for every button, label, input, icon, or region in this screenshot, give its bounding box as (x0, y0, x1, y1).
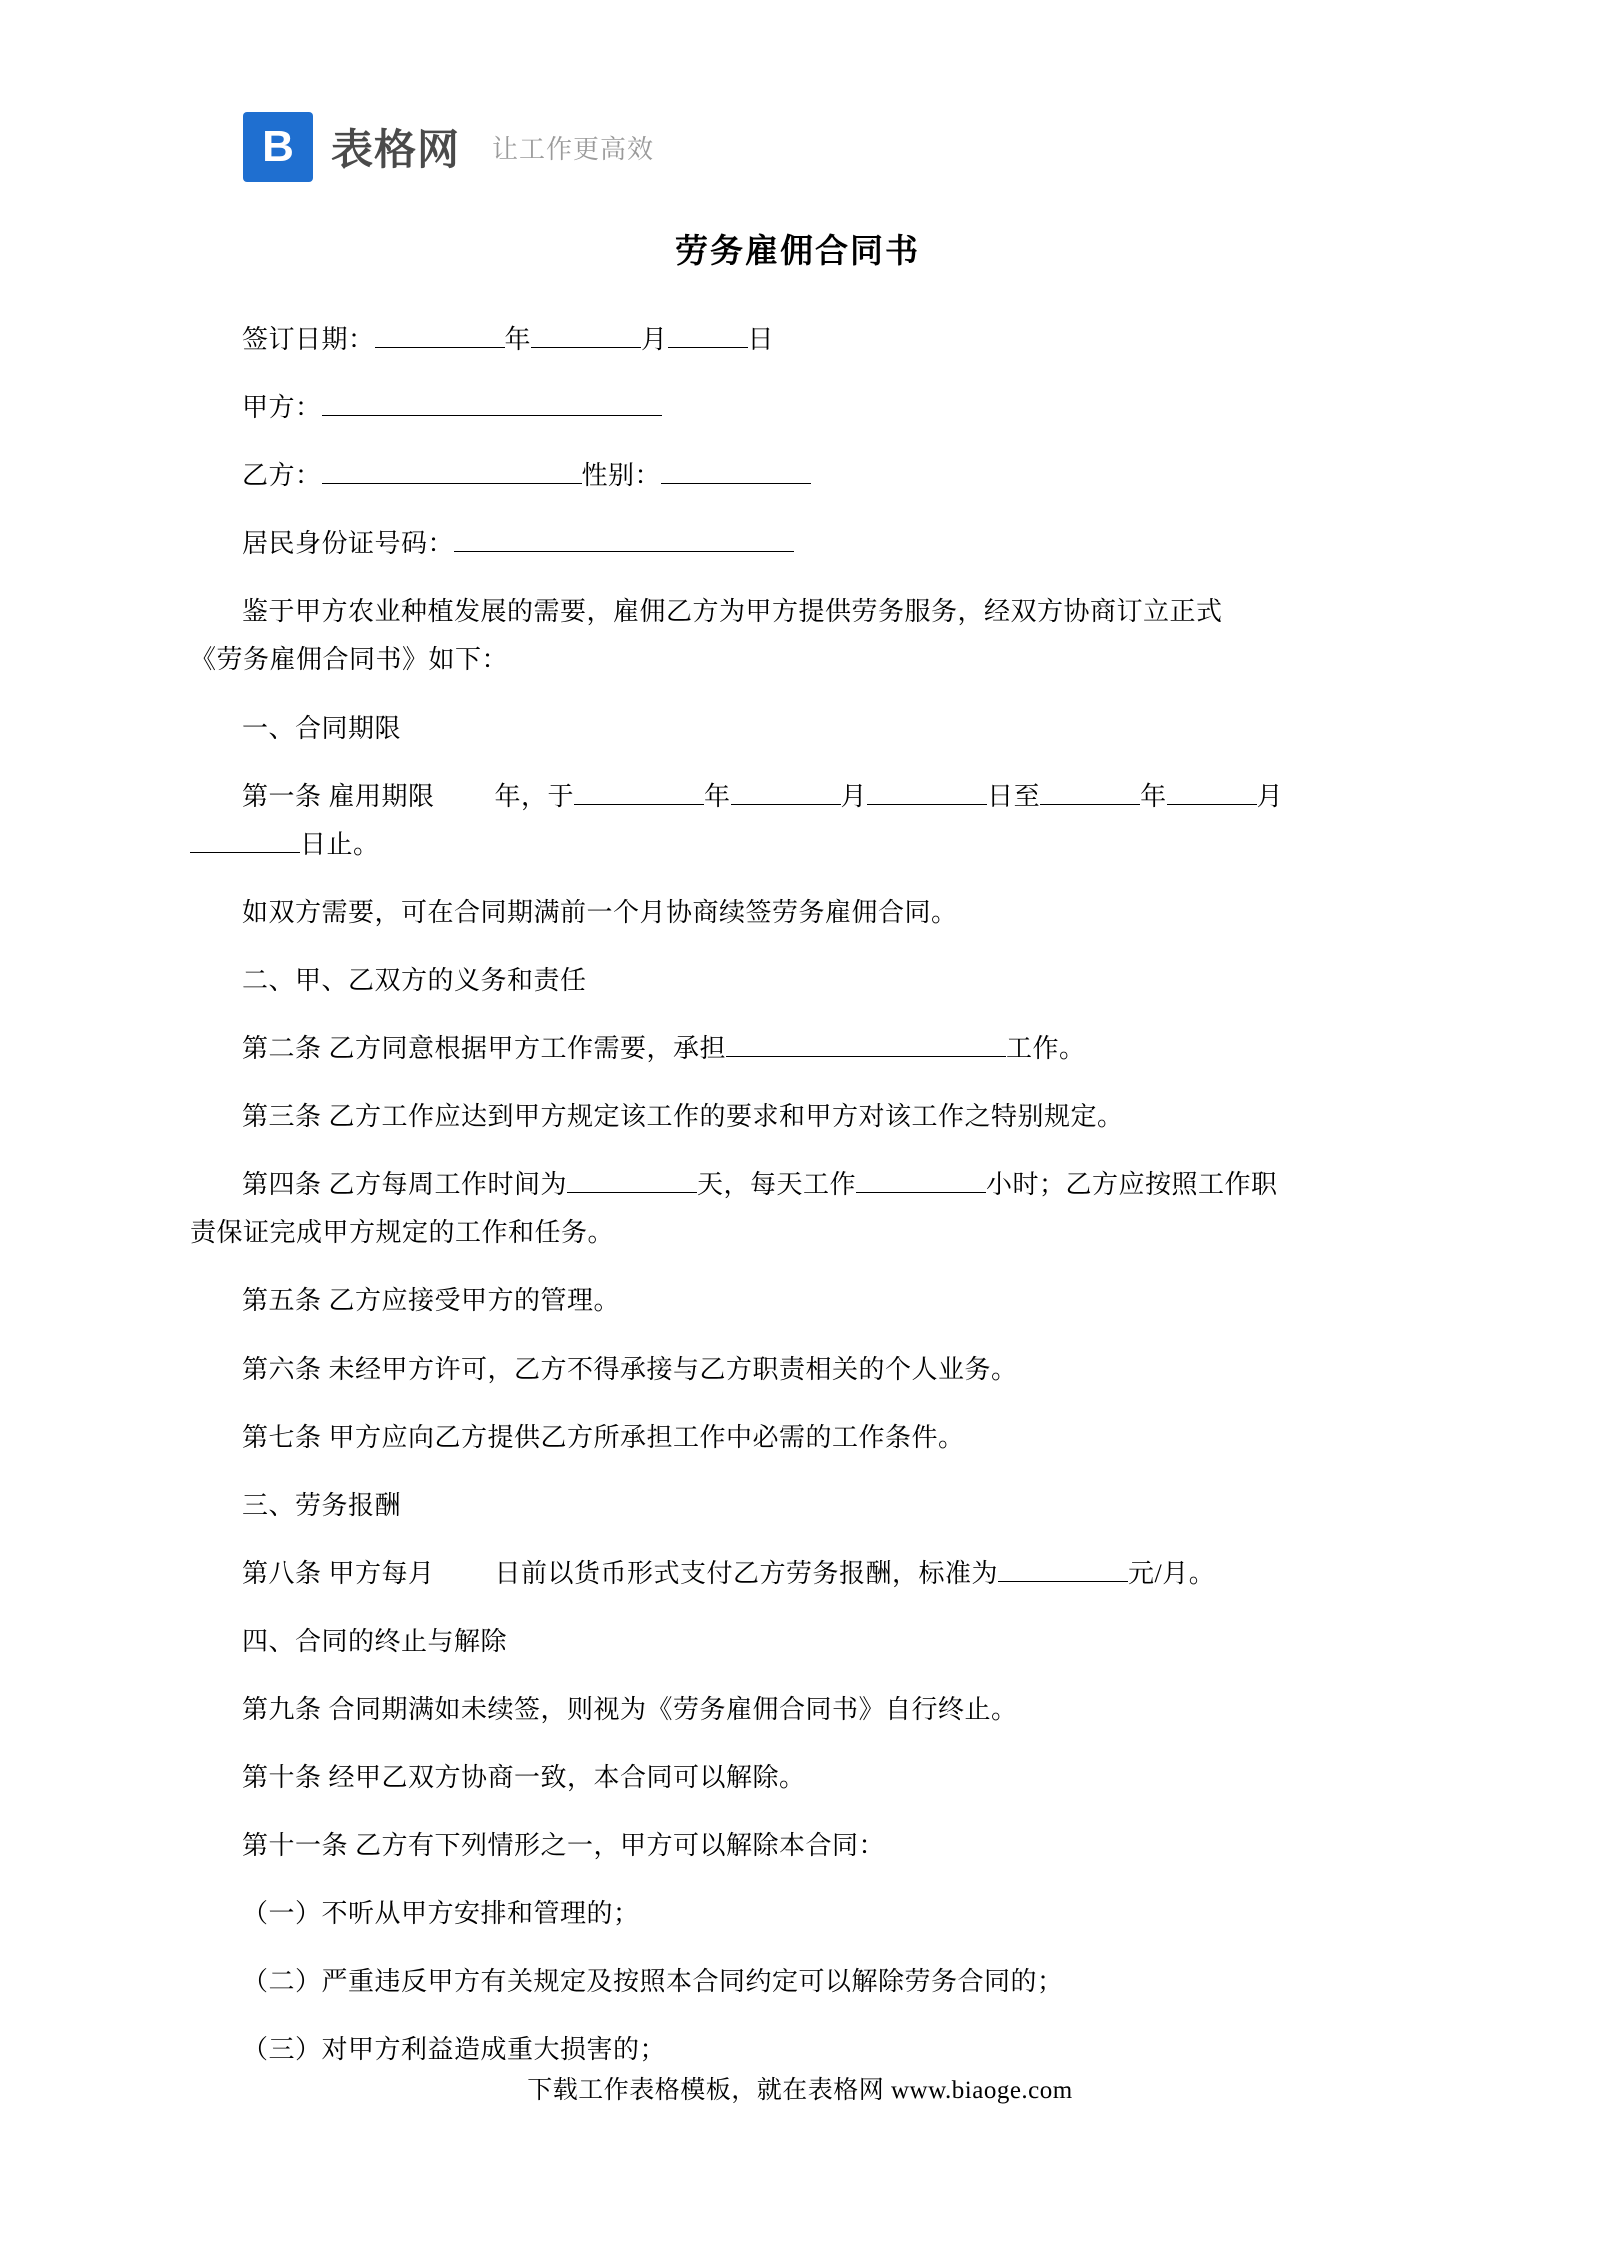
list-item: （二）严重违反甲方有关规定及按照本合同约定可以解除劳务合同的； (242, 1967, 1064, 1997)
article-1-prefix: 第一条 雇用期限 (242, 781, 435, 811)
article-1-mid-6: 月 (1256, 781, 1284, 811)
article-9-line: 第九条 合同期满如未续签，则视为《劳务雇佣合同书》自行终止。 (242, 1694, 1018, 1724)
party-a-label: 甲方： (242, 393, 322, 423)
article-8-prefix: 第八条 甲方每月 (242, 1558, 435, 1588)
section-4-heading: 四、合同的终止与解除 (242, 1626, 508, 1656)
section-3-heading: 三、劳务报酬 (242, 1490, 402, 1520)
article-1-end: 日止。 (300, 829, 380, 859)
brand-logo-glyph: B (262, 122, 294, 171)
gender-label: 性别： (581, 461, 662, 491)
brand-name: 表格网 (331, 126, 461, 173)
article-4-prefix: 第四条 乙方每周工作时间为 (242, 1170, 568, 1200)
gender-blank[interactable] (661, 456, 811, 484)
sign-date-month-blank[interactable] (531, 320, 641, 348)
preamble-paragraph (190, 588, 1405, 684)
renewal-note: 如双方需要，可在合同期满前一个月协商续签劳务雇佣合同。 (242, 897, 958, 927)
sign-date-line (190, 316, 1405, 364)
article-5-line: 第五条 乙方应接受甲方的管理。 (242, 1286, 621, 1316)
contract-body (190, 225, 1405, 2095)
article-4-end: 责保证完成甲方规定的工作和任务。 (190, 1218, 615, 1248)
article-8-mid: 日前以货币形式支付乙方劳务报酬，标准为 (494, 1558, 999, 1588)
section-1-heading: 一、合同期限 (242, 713, 402, 743)
list-item: （三）对甲方利益造成重大损害的； (242, 2035, 667, 2065)
article-1-end-day-blank[interactable] (190, 824, 300, 852)
id-number-label: 居民身份证号码： (242, 529, 455, 559)
article-4-mid-2: 小时；乙方应按照工作职 (986, 1170, 1278, 1200)
brand-slogan: 让工作更高效 (492, 133, 655, 164)
day-unit: 日 (747, 325, 775, 354)
site-branding (243, 112, 654, 182)
year-unit: 年 (504, 325, 532, 354)
month-unit: 月 (641, 325, 668, 354)
party-a-line (190, 384, 1405, 432)
article-1-mid-1: 年，于 (494, 781, 575, 811)
article-4-days-blank[interactable] (567, 1165, 697, 1193)
article-3-line: 第三条 乙方工作应达到甲方规定该工作的要求和甲方对该工作之特别规定。 (242, 1102, 1124, 1132)
article-1-end-month-blank[interactable] (1167, 776, 1257, 804)
article-7-line: 第七条 甲方应向乙方提供乙方所承担工作中必需的工作条件。 (242, 1422, 965, 1452)
article-1-start-day-blank[interactable] (867, 776, 987, 804)
article-2-line (190, 1025, 1405, 1073)
article-11-line: 第十一条 乙方有下列情形之一，甲方可以解除本合同： (242, 1831, 886, 1861)
article-8-amount-blank[interactable] (998, 1553, 1128, 1581)
article-4-mid-1: 天，每天工作 (697, 1170, 857, 1200)
sign-date-day-blank[interactable] (668, 320, 748, 348)
article-1-start-year-blank[interactable] (574, 776, 704, 804)
article-8-suffix: 元/月。 (1128, 1558, 1216, 1588)
article-1-mid-4: 日至 (987, 781, 1041, 811)
page-footer: 下载工作表格模板，就在表格网 www.biaoge.com (527, 2077, 1073, 2104)
preamble-line-1: 鉴于甲方农业种植发展的需要，雇佣乙方为甲方提供劳务服务，经双方协商订立正式 (242, 597, 1223, 627)
brand-logo-icon (243, 112, 313, 182)
article-1-line (190, 773, 1405, 869)
article-10-line: 第十条 经甲乙双方协商一致，本合同可以解除。 (242, 1763, 806, 1793)
sign-date-label: 签订日期： (242, 325, 375, 354)
party-b-blank[interactable] (322, 456, 582, 484)
list-item: （一）不听从甲方安排和管理的； (242, 1899, 640, 1929)
article-4-line (190, 1161, 1405, 1257)
party-b-label: 乙方： (242, 461, 322, 491)
id-number-line (190, 520, 1405, 568)
preamble-line-2: 《劳务雇佣合同书》如下： (190, 645, 509, 675)
article-1-mid-3: 月 (840, 781, 868, 811)
article-1-mid-5: 年 (1140, 781, 1167, 811)
section-2-heading: 二、甲、乙双方的义务和责任 (242, 965, 587, 995)
article-1-mid-2: 年 (704, 781, 731, 811)
article-2-job-blank[interactable] (726, 1029, 1006, 1057)
id-number-blank[interactable] (454, 524, 794, 552)
article-4-hours-blank[interactable] (856, 1165, 986, 1193)
article-8-line (190, 1550, 1405, 1598)
article-1-end-year-blank[interactable] (1040, 776, 1140, 804)
article-1-start-month-blank[interactable] (731, 776, 841, 804)
party-a-blank[interactable] (322, 388, 662, 416)
page-title: 劳务雇佣合同书 (675, 232, 920, 269)
article-6-line: 第六条 未经甲方许可，乙方不得承接与乙方职责相关的个人业务。 (242, 1354, 1018, 1384)
sign-date-year-blank[interactable] (375, 320, 505, 348)
article-2-suffix: 工作。 (1006, 1034, 1086, 1064)
article-2-prefix: 第二条 乙方同意根据甲方工作需要，承担 (242, 1034, 727, 1064)
party-b-line (190, 452, 1405, 500)
